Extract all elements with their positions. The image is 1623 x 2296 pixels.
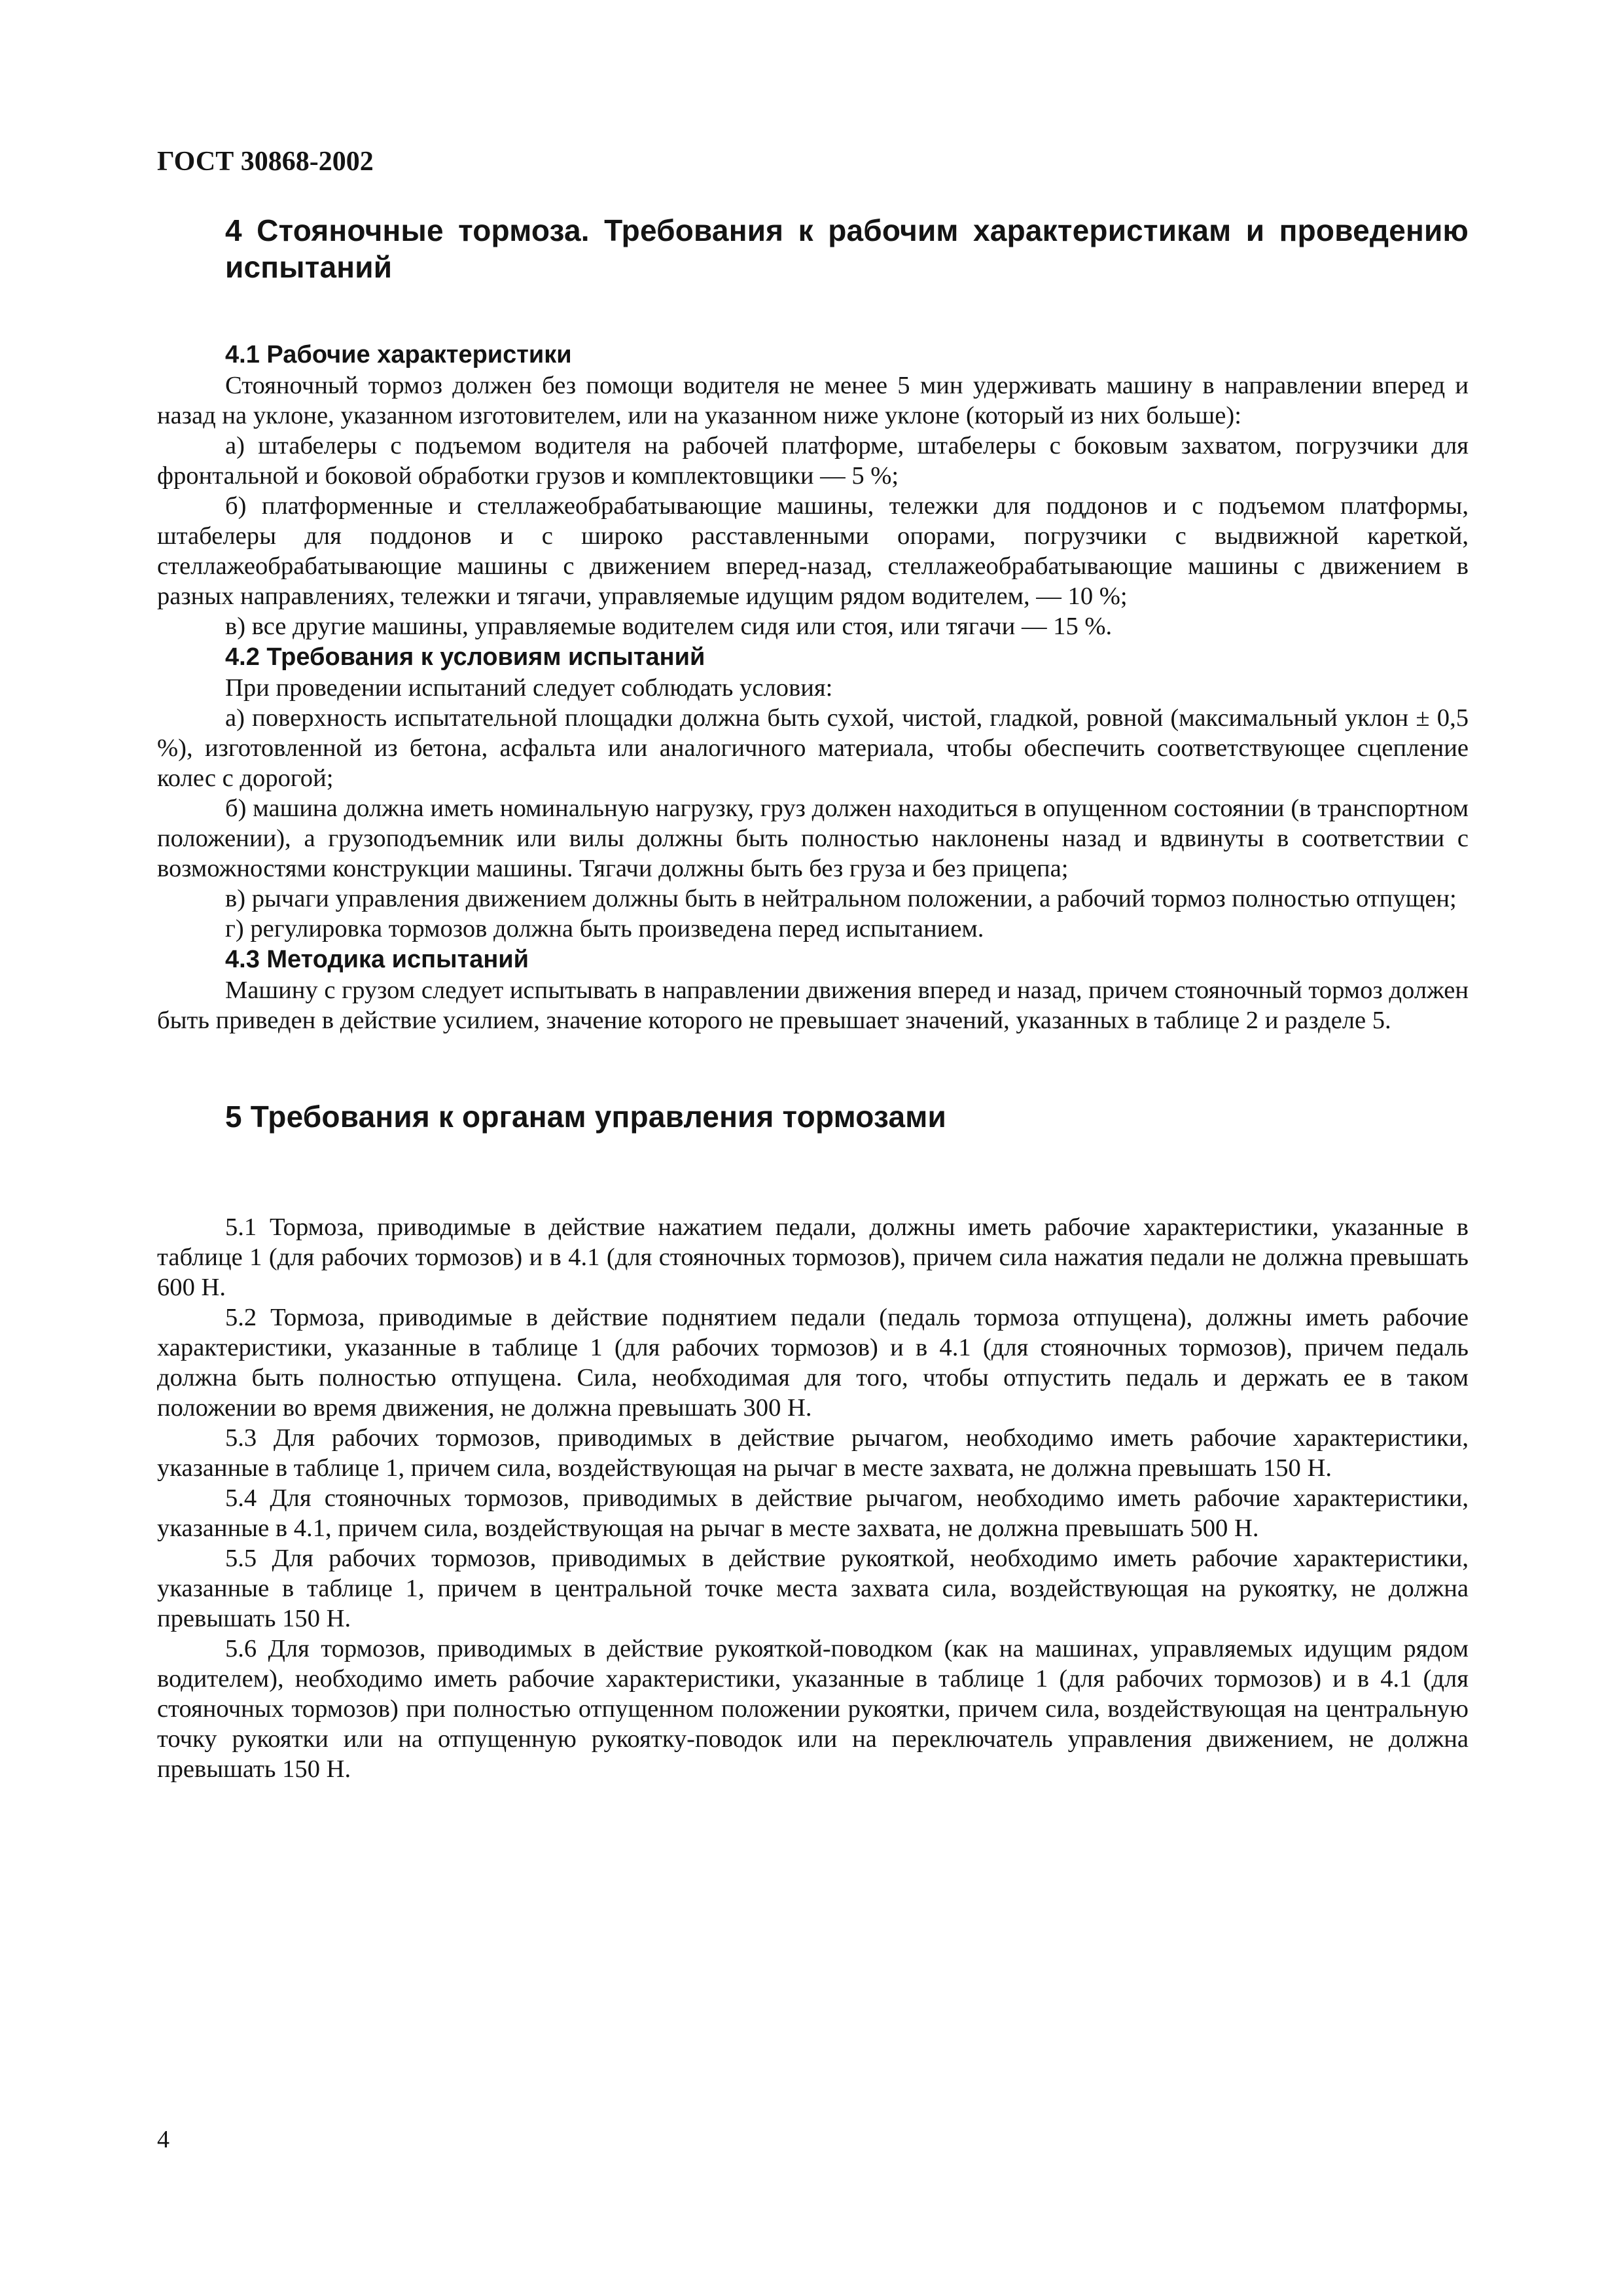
list-item: а) поверхность испытательной площадки должна быть сухой, чистой, гладкой, ровной (максимальный уклон ± 0,5 %), изготовленной из бетона, асфальта или аналогичного материала, чтобы обеспечить соответствующее сцепление колес с дорогой; bbox=[157, 704, 1469, 792]
paragraph: Стояночный тормоз должен без помощи водителя не менее 5 мин удерживать машину в направлении вперед и назад на уклоне, указанном изготовителем, или на указанном ниже уклоне (который из них больше): bbox=[157, 372, 1469, 429]
list-item: б) машина должна иметь номинальную нагрузку, груз должен находиться в опущенном состоянии (в транспортном положении), а грузоподъемник или вилы должны быть полностью наклонены назад и вдвинуты в соответствии с возможностями конструкции машины. Тягачи должны быть без груза и без прицепа; bbox=[157, 795, 1469, 882]
list-item: г) регулировка тормозов должна быть произведена перед испытанием. bbox=[225, 915, 984, 942]
page-content bbox=[157, 212, 1469, 1784]
clause-5-1: 5.1 Тормоза, приводимые в действие нажатием педали, должны иметь рабочие характеристики, указанные в таблице 1 (для рабочих тормозов) и в 4.1 (для стояночных тормозов), причем сила нажатия педали не должна превышать 600 Н. bbox=[157, 1213, 1469, 1301]
list-item: б) платформенные и стеллажеобрабатывающие машины, тележки для поддонов и с подъемом платформы, штабелеры для поддонов и с широко расставленными опорами, погрузчики с выдвижной кареткой, стеллажеобрабатывающие машины с движением вперед-назад, стеллажеобрабатывающие машины с движением в разных направлениях, тележки и тягачи, управляемые идущим рядом водителем, — 10 %; bbox=[157, 492, 1469, 610]
list-item: в) все другие машины, управляемые водителем сидя или стоя, или тягачи — 15 %. bbox=[225, 613, 1113, 640]
paragraph: Машину с грузом следует испытывать в направлении движения вперед и назад, причем стояночный тормоз должен быть приведен в действие усилием, значение которого не превышает значений, указанных в таблице 2 и разделе 5. bbox=[157, 977, 1469, 1034]
document-code: ГОСТ 30868-2002 bbox=[157, 147, 374, 177]
subsection-4-1-heading: 4.1 Рабочие характеристики bbox=[225, 341, 572, 368]
subsection-4-2-heading: 4.2 Требования к условиям испытаний bbox=[225, 643, 705, 671]
subsection-4-3-heading: 4.3 Методика испытаний bbox=[225, 946, 529, 973]
page-number: 4 bbox=[157, 2126, 169, 2153]
clause-5-5: 5.5 Для рабочих тормозов, приводимых в действие рукояткой, необходимо иметь рабочие характеристики, указанные в таблице 1, причем в центральной точке места захвата сила, воздействующая на рукоятку, не должна превышать 150 Н. bbox=[157, 1545, 1469, 1632]
section-4-title: 4 Стояночные тормоза. Требования к рабочим характеристикам и проведению испытаний bbox=[225, 213, 1469, 284]
paragraph: При проведении испытаний следует соблюдать условия: bbox=[225, 674, 833, 702]
clause-5-4: 5.4 Для стояночных тормозов, приводимых в действие рычагом, необходимо иметь рабочие характеристики, указанные в 4.1, причем сила, воздействующая на рычаг в месте захвата, не должна превышать 500 Н. bbox=[157, 1484, 1469, 1542]
list-item: в) рычаги управления движением должны быть в нейтральном положении, а рабочий тормоз полностью отпущен; bbox=[225, 885, 1457, 912]
clause-5-6: 5.6 Для тормозов, приводимых в действие рукояткой-поводком (как на машинах, управляемых идущим рядом водителем), необходимо иметь рабочие характеристики, указанные в таблице 1 (для рабочих тормозов) и в 4.1 (для стояночных тормозов) при полностью отпущенном положении рукоятки, причем сила, воздействующая на центральную точку рукоятки или на отпущенную рукоятку-поводок или на переключатель управления движением, не должна превышать 150 Н. bbox=[157, 1635, 1469, 1783]
list-item: а) штабелеры с подъемом водителя на рабочей платформе, штабелеры с боковым захватом, погрузчики для фронтальной и боковой обработки грузов и комплектовщики — 5 %; bbox=[157, 432, 1469, 490]
clause-5-2: 5.2 Тормоза, приводимые в действие поднятием педали (педаль тормоза отпущена), должны иметь рабочие характеристики, указанные в таблице 1 (для рабочих тормозов) и в 4.1 (для стояночных тормозов), причем педаль должна быть полностью отпущена. Сила, необходимая для того, чтобы отпустить педаль и держать ее в таком положении во время движения, не должна превышать 300 Н. bbox=[157, 1304, 1469, 1422]
clause-5-3: 5.3 Для рабочих тормозов, приводимых в действие рычагом, необходимо иметь рабочие характеристики, указанные в таблице 1, причем сила, воздействующая на рычаг в месте захвата, не должна превышать 150 Н. bbox=[157, 1424, 1469, 1482]
section-5-title: 5 Требования к органам управления тормозами bbox=[225, 1100, 946, 1134]
